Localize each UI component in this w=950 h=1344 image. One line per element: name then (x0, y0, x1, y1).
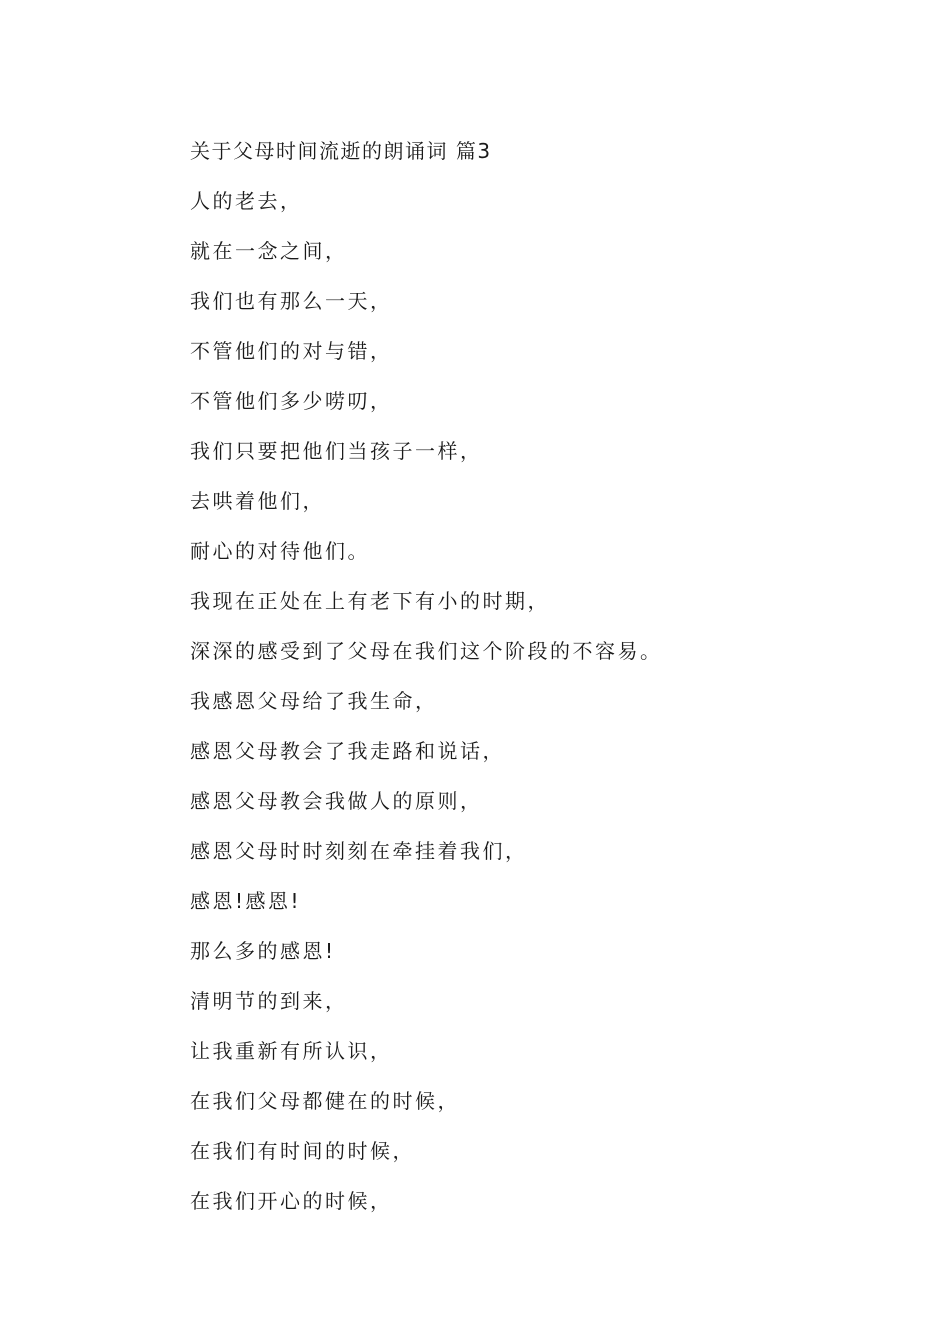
poem-line: 我现在正处在上有老下有小的时期， (190, 589, 550, 613)
poem-line: 我感恩父母给了我生命， (190, 689, 438, 713)
poem-line: 去哄着他们， (190, 489, 325, 513)
poem-line: 那么多的感恩! (190, 939, 336, 963)
poem-line: 不管他们多少唠叨， (190, 389, 393, 413)
poem-line: 感恩!感恩! (190, 889, 302, 913)
poem-line: 感恩父母时时刻刻在牵挂着我们， (190, 839, 528, 863)
poem-line: 在我们父母都健在的时候， (190, 1089, 460, 1113)
poem-line: 在我们有时间的时候， (190, 1139, 415, 1163)
poem-line: 耐心的对待他们。 (190, 539, 370, 563)
poem-line: 深深的感受到了父母在我们这个阶段的不容易。 (190, 639, 663, 663)
poem-line: 让我重新有所认识， (190, 1039, 393, 1063)
document-title: 关于父母时间流逝的朗诵词 篇3 (190, 139, 492, 163)
poem-line: 人的老去， (190, 189, 303, 213)
poem-line: 清明节的到来， (190, 989, 348, 1013)
poem-line: 我们只要把他们当孩子一样， (190, 439, 483, 463)
poem-line: 不管他们的对与错， (190, 339, 393, 363)
poem-line: 我们也有那么一天， (190, 289, 393, 313)
poem-line: 在我们开心的时候， (190, 1189, 393, 1213)
document-body (190, 136, 870, 1236)
poem-line: 感恩父母教会了我走路和说话， (190, 739, 505, 763)
poem-line: 就在一念之间， (190, 239, 348, 263)
poem-line: 感恩父母教会我做人的原则， (190, 789, 483, 813)
